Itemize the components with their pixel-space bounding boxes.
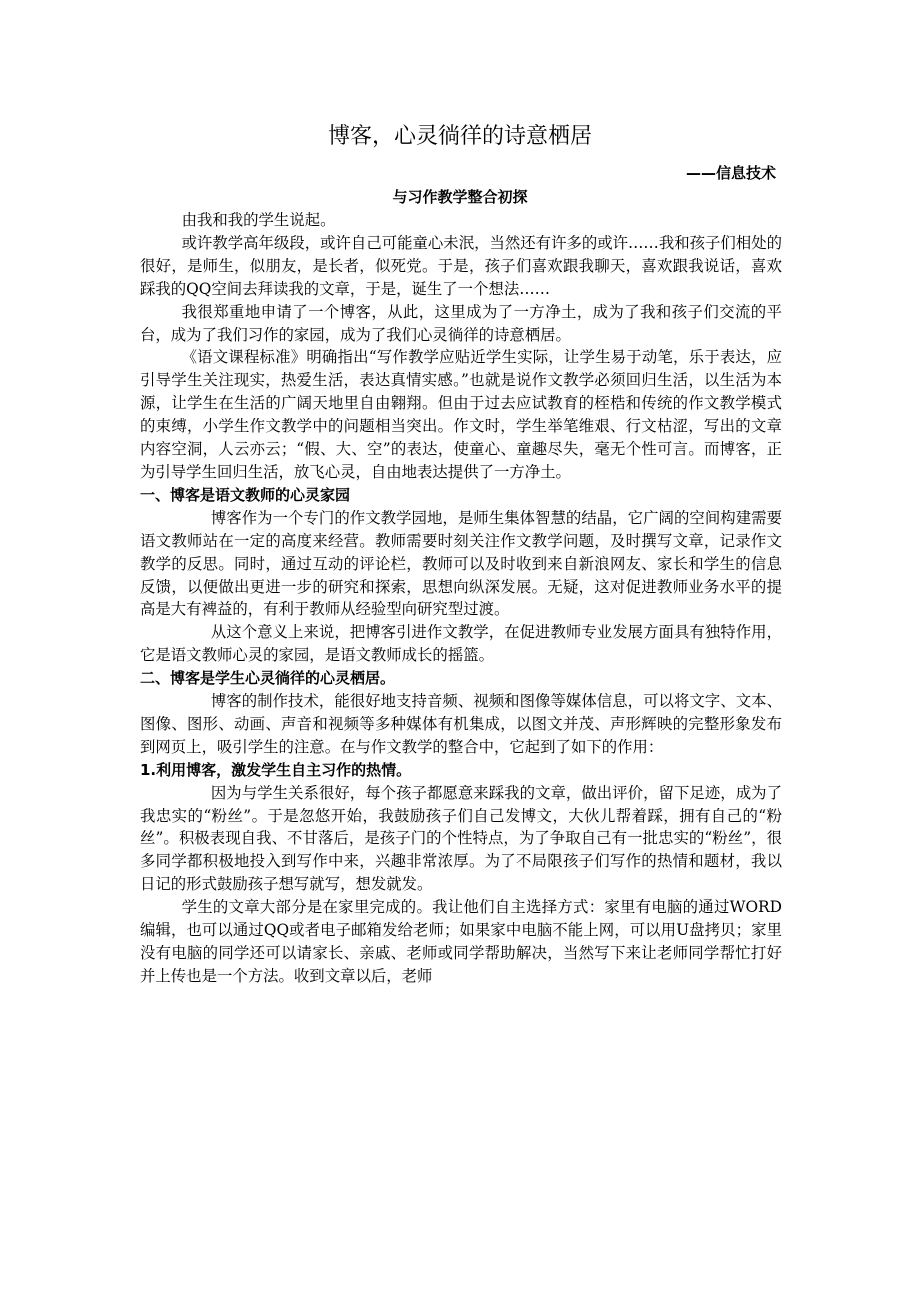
document-subtitle-right: ——信息技术 [685,164,776,182]
section-heading: 一、博客是语文教师的心灵家园 [140,485,351,504]
paragraph: 由我和我的学生说起。 [181,211,336,229]
paragraph: 因为与学生关系很好，每个孩子都愿意来踩我的文章，做出评价，留下足迹，成为了我忠实的“粉丝”。于是忽悠开始，我鼓励孩子们自己发博文，大伙儿帮着踩，拥有自己的“粉丝”。积极表现自我、不甘落后，是孩子门的个性特点，为了争取自己有一批忠实的“粉丝”，很多同学都积极地投入到写作中来，兴趣非常浓厚。为了不局限孩子们写作的热情和题材，我以日记的形式鼓励孩子想写就写，想发就发。 [140,783,782,894]
section-heading: 二、博客是学生心灵徜徉的心灵栖居。 [140,669,396,688]
paragraph: 《语文课程标准》明确指出“写作教学应贴近学生实际，让学生易于动笔，乐于表达，应引导学生关注现实，热爱生活，表达真情实感。”也就是说作文教学必须回归生活，以生活为本源，让学生在生活的广阔天地里自由翱翔。但由于过去应试教育的桎梏和传统的作文教学模式的束缚，小学生作文教学中的问题相当突出。作文时，学生举笔维艰、行文枯涩，写出的文章内容空洞，人云亦云；“假、大、空”的表达，使童心、童趣尽失，毫无个性可言。而博客，正为引导学生回归生活，放飞心灵，自由地表达提供了一方净土。 [140,348,782,481]
document-title: 博客，心灵徜徉的诗意栖居 [327,124,592,149]
paragraph: 博客作为一个专门的作文教学园地，是师生集体智慧的结晶，它广阔的空间构建需要语文教师站在一定的高度来经营。教师需要时刻关注作文教学问题，及时撰写文章，记录作文教学的反思。同时，通过互动的评论栏，教师可以及时收到来自新浪网友、家长和学生的信息反馈，以便做出更进一步的研究和探索，思想向纵深发展。无疑，这对促进教师业务水平的提高是大有裨益的，有利于教师从经验型向研究型过渡。 [140,508,782,619]
paragraph: 从这个意义上来说，把博客引进作文教学，在促进教师专业发展方面具有独特作用，它是语文教师心灵的家园，是语文教师成长的摇篮。 [140,623,782,665]
paragraph: 或许教学高年级段，或许自己可能童心未泯，当然还有许多的或许……我和孩子们相处的很好，是师生，似朋友，是长者，似死党。于是，孩子们喜欢跟我聊天，喜欢跟我说话，喜欢踩我的QQ空间去拜读我的文章，于是，诞生了一个想法…… [140,233,782,298]
paragraph: 我很郑重地申请了一个博客，从此，这里成为了一方净土，成为了我和孩子们交流的平台，成为了我们习作的家园，成为了我们心灵徜徉的诗意栖居。 [140,302,782,344]
document-body [140,209,782,988]
document-subtitle-center: 与习作教学整合初探 [392,188,528,206]
paragraph: 学生的文章大部分是在家里完成的。我让他们自主选择方式：家里有电脑的通过WORD编辑，也可以通过QQ或者电子邮箱发给老师；如果家中电脑不能上网，可以用U盘拷贝；家里没有电脑的同学还可以请家长、亲戚、老师或同学帮助解决，当然写下来让老师同学帮忙打好并上传也是一个方法。收到文章以后，老师 [140,898,782,985]
paragraph: 博客的制作技术，能很好地支持音频、视频和图像等媒体信息，可以将文字、文本、图像、图形、动画、声音和视频等多种媒体有机集成，以图文并茂、声形辉映的完整形象发布到网页上，吸引学生的注意。在与作文教学的整合中，它起到了如下的作用： [140,692,782,756]
subsection-heading: 1.利用博客，激发学生自主习作的热情。 [140,760,412,779]
